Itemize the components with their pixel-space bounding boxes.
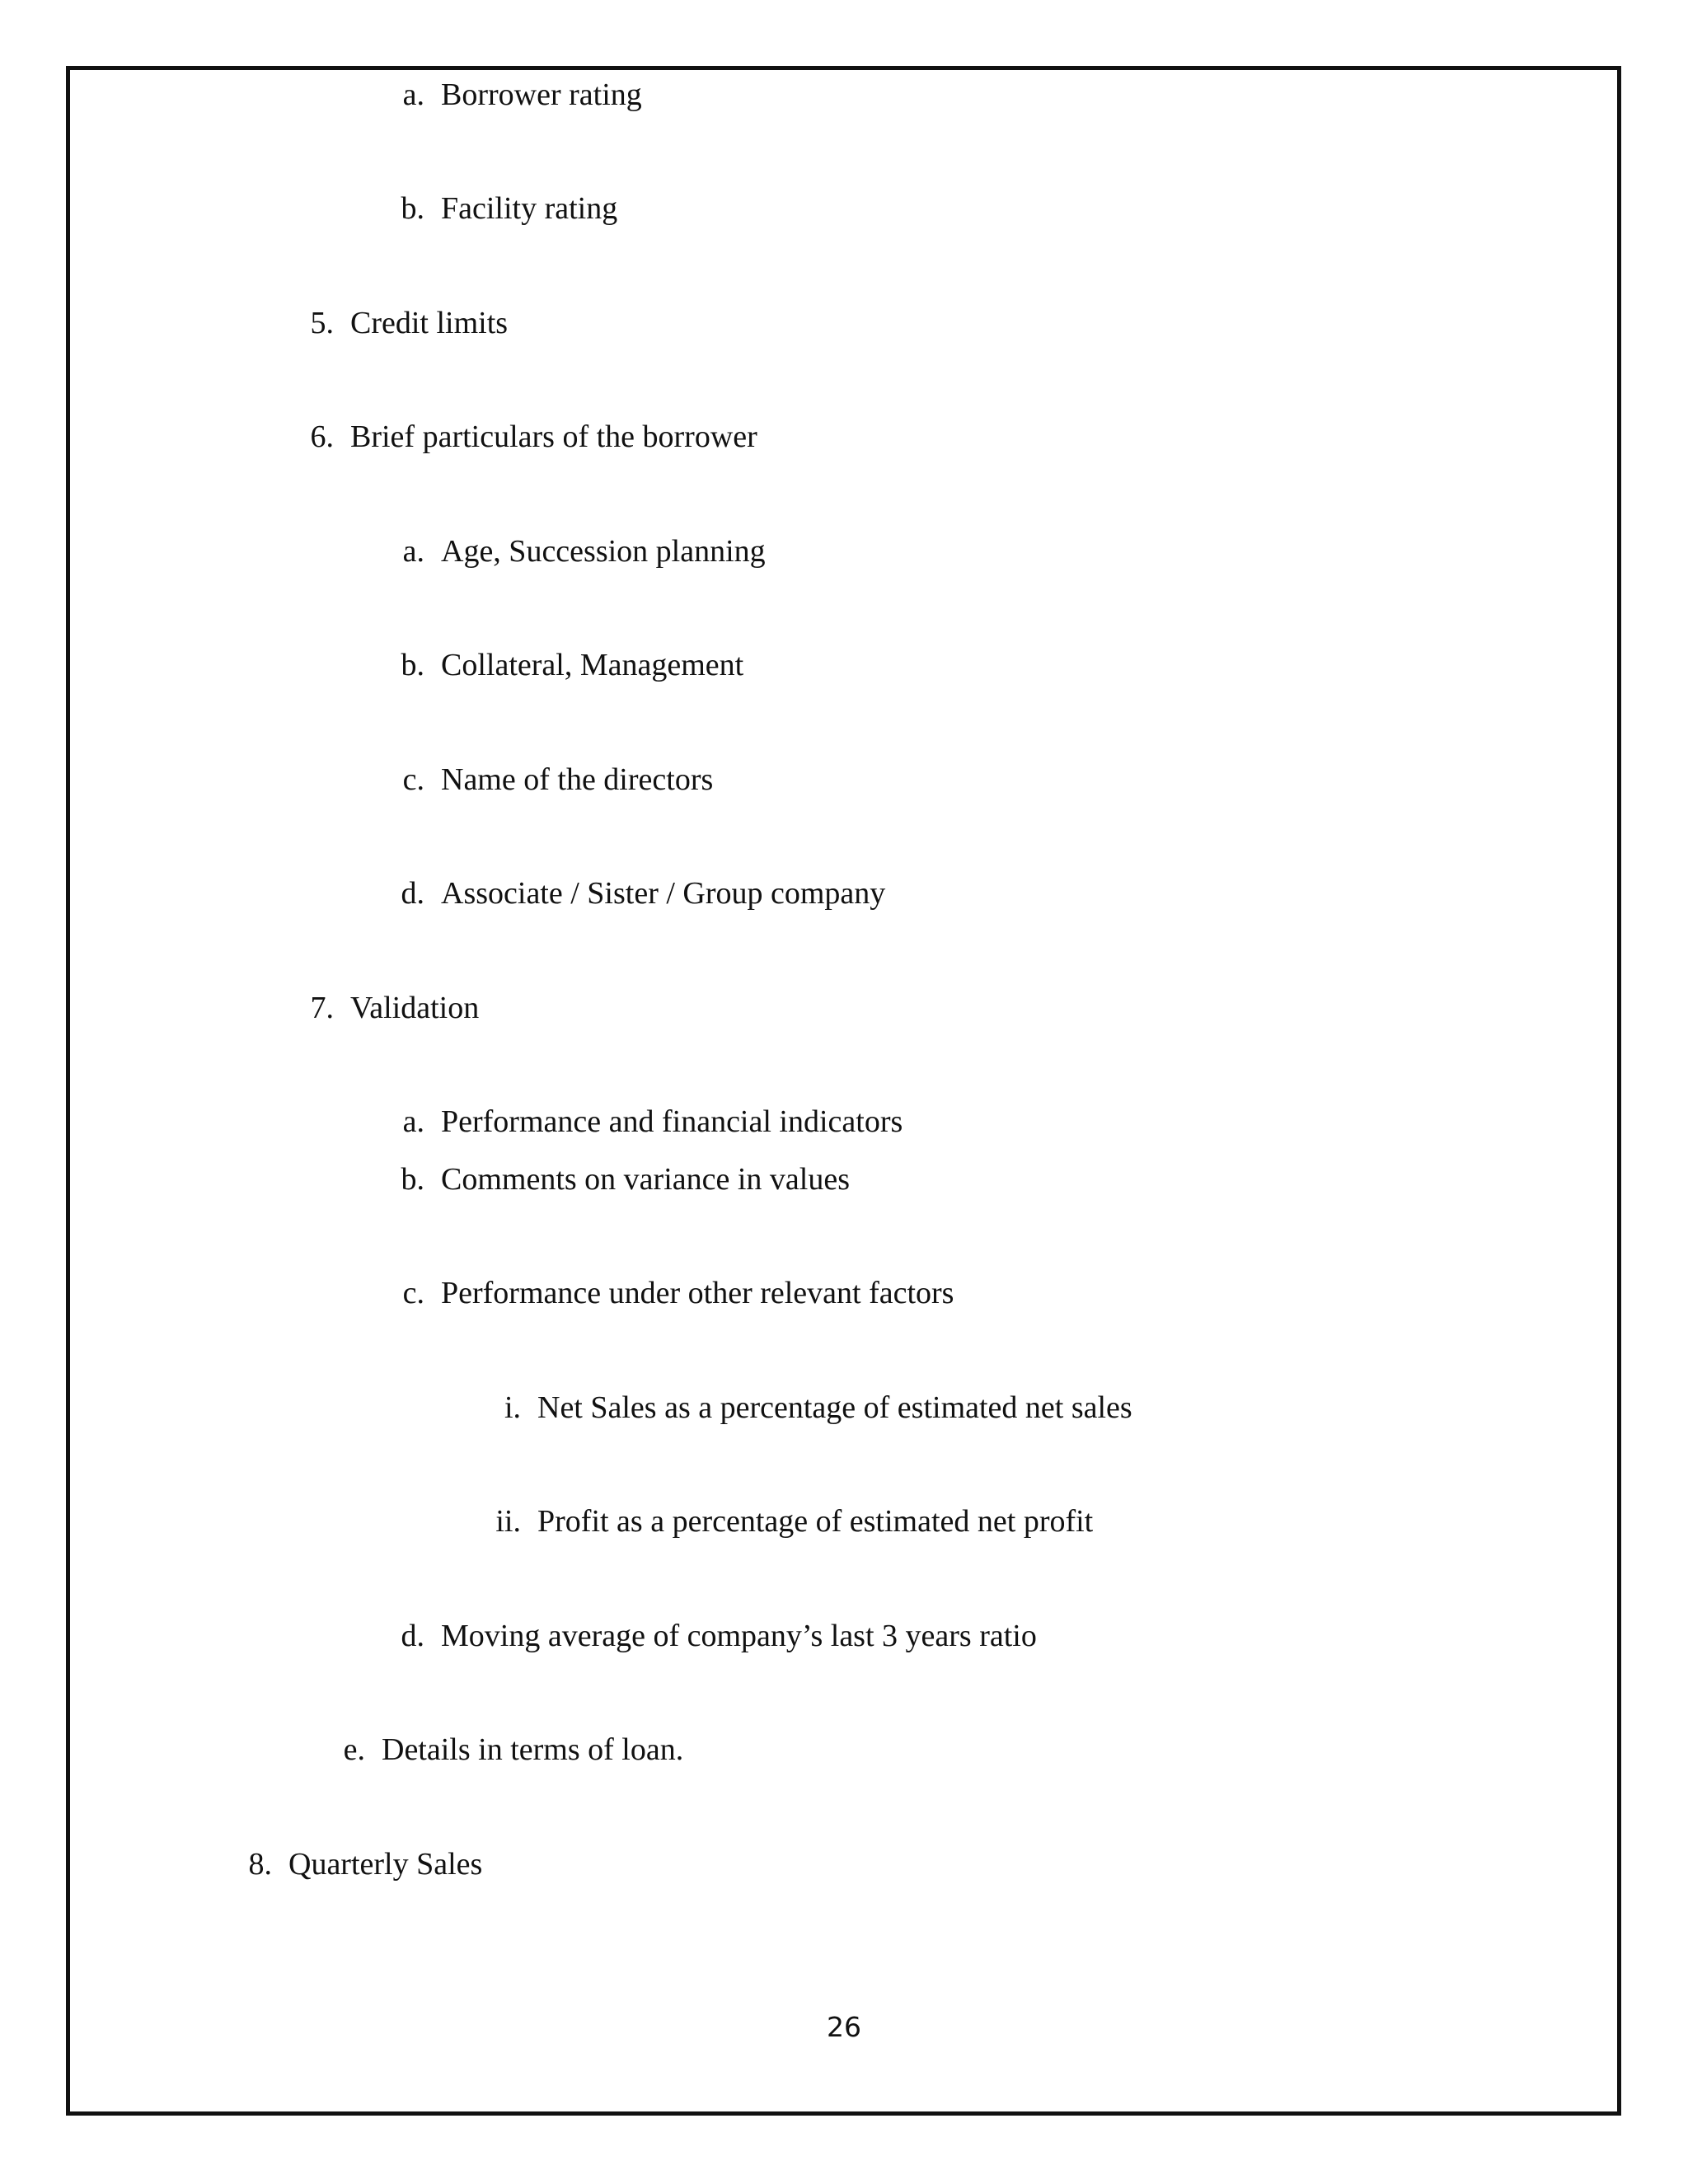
list-item-text: Quarterly Sales [288,1847,483,1882]
list-marker: i. [504,1390,521,1425]
list-marker: 7. [310,991,334,1025]
list-marker: 8. [248,1847,272,1882]
list-marker: 6. [310,419,334,454]
list-item-validation [310,990,480,1026]
list-item-other-factors [402,1275,954,1311]
list-item-text: Credit limits [350,306,509,340]
list-item-performance-indicators [402,1104,903,1140]
list-item-text: Details in terms of loan. [382,1732,684,1767]
list-item-associate-company [401,875,886,912]
list-item-credit-limits [310,305,509,341]
list-marker: d. [401,876,424,911]
list-item-text: Associate / Sister / Group company [441,876,886,911]
list-marker: a. [402,1104,424,1139]
page-number: 26 [827,2011,861,2043]
list-item-text: Net Sales as a percentage of estimated net sales [537,1390,1132,1425]
list-item-variance-comments [401,1161,850,1197]
list-item-text: Validation [350,991,480,1025]
list-marker: e. [343,1732,365,1767]
list-item-net-sales-percentage [504,1390,1132,1426]
list-marker: ii. [495,1504,521,1539]
list-item-text: Performance and financial indicators [441,1104,903,1139]
list-item-brief-particulars [310,419,757,455]
list-marker: b. [401,648,424,682]
list-item-borrower-rating [402,77,642,113]
list-item-text: Collateral, Management [441,648,744,682]
list-marker: a. [402,77,424,112]
list-marker: b. [401,1162,424,1197]
list-marker: c. [402,1276,424,1310]
list-item-collateral-management [401,647,744,683]
list-item-text: Comments on variance in values [441,1162,850,1197]
list-marker: a. [402,534,424,569]
list-marker: 5. [310,306,334,340]
list-item-loan-details [343,1732,684,1768]
list-item-quarterly-sales [248,1846,483,1882]
list-marker: d. [401,1619,424,1653]
list-marker: c. [402,762,424,797]
list-item-text: Profit as a percentage of estimated net profit [537,1504,1094,1539]
list-item-text: Brief particulars of the borrower [350,419,757,454]
list-item-text: Performance under other relevant factors [441,1276,954,1310]
list-item-text: Facility rating [441,191,618,226]
list-item-text: Name of the directors [441,762,714,797]
list-item-text: Moving average of company’s last 3 years ratio [441,1619,1037,1653]
page-border [66,66,1621,2116]
list-item-moving-average [401,1618,1037,1654]
list-item-directors [402,762,714,798]
list-item-age-succession [402,533,766,569]
list-item-profit-percentage [495,1503,1094,1540]
list-item-text: Age, Succession planning [441,534,766,569]
list-item-facility-rating [401,190,618,227]
list-item-text: Borrower rating [441,77,642,112]
list-marker: b. [401,191,424,226]
